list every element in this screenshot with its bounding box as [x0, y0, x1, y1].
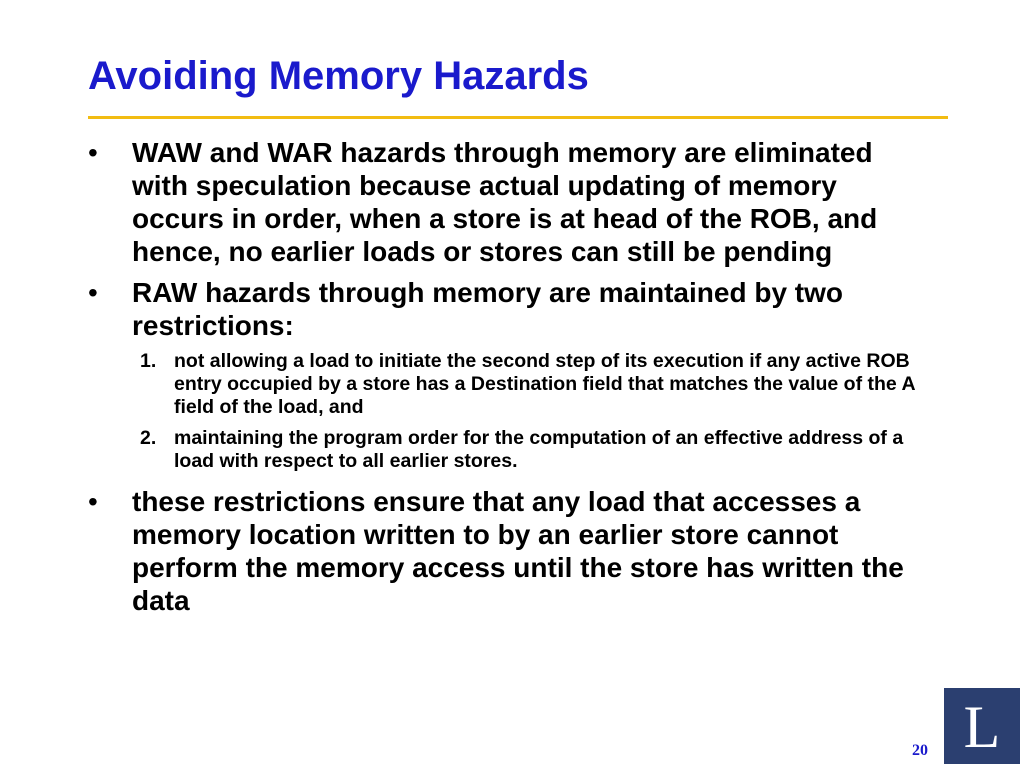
- slide-title: Avoiding Memory Hazards: [88, 54, 589, 98]
- page-number: 20: [912, 742, 928, 759]
- bullet-text: WAW and WAR hazards through memory are eliminated with speculation because actual updating of memory occurs in order, when a store is at head of the ROB, and hence, no earlier loads or stores can still be pending: [132, 137, 878, 267]
- logo-letter: L: [963, 694, 1001, 759]
- bullet-text: these restrictions ensure that any load that accesses a memory location written to by an earlier store cannot perform the memory access until the store has written the data: [132, 486, 904, 616]
- bullet-item: [88, 485, 928, 617]
- bullet-marker: •: [88, 277, 98, 308]
- item-text: maintaining the program order for the computation of an effective address of a load with respect to all earlier stores.: [174, 427, 904, 472]
- item-text: not allowing a load to initiate the second step of its execution if any active ROB entry occupied by a store has a Destination field that matches the value of the A field of the load, and: [174, 350, 915, 418]
- item-number: 2.: [140, 427, 157, 449]
- numbered-sublist: [88, 350, 928, 473]
- numbered-item: [132, 427, 928, 473]
- title-underline: [88, 116, 948, 119]
- bullet-marker: •: [88, 486, 98, 517]
- bullet-item: [88, 276, 928, 342]
- university-logo: [944, 688, 1020, 764]
- item-number: 1.: [140, 350, 157, 372]
- bullet-marker: •: [88, 137, 98, 168]
- logo-l-icon: [949, 693, 1015, 759]
- numbered-item: [132, 350, 928, 419]
- bullet-list: [88, 136, 928, 625]
- bullet-text: RAW hazards through memory are maintained by two restrictions:: [132, 277, 844, 341]
- bullet-item: [88, 136, 928, 268]
